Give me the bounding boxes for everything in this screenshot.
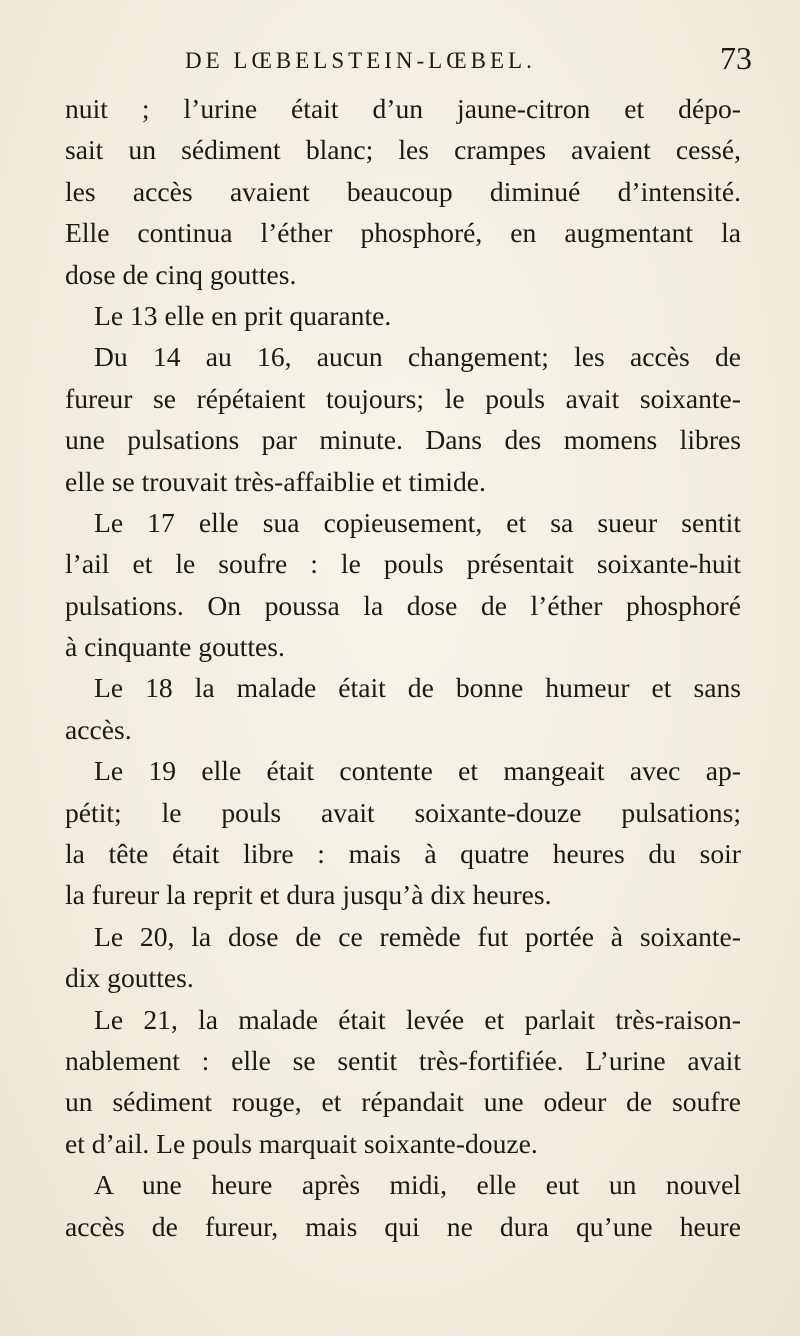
- body-text: [65, 88, 741, 1247]
- text-line: pulsations. On poussa la dose de l’éther phosphoré: [65, 589, 741, 621]
- text-line: fureur se répétaient toujours; le pouls avait soixante-: [65, 382, 741, 414]
- text-line: accès de fureur, mais qui ne dura qu’une heure: [65, 1210, 741, 1242]
- text-line: accès.: [65, 713, 132, 745]
- text-line: l’ail et le soufre : le pouls présentait soixante-huit: [65, 548, 741, 580]
- text-line: et d’ail. Le pouls marquait soixante-douze.: [65, 1127, 538, 1159]
- text-line: Le 20, la dose de ce remède fut portée à soixante-: [94, 920, 741, 952]
- text-line: la fureur la reprit et dura jusqu’à dix heures.: [65, 879, 552, 911]
- text-line: Le 19 elle était contente et mangeait avec ap-: [94, 755, 741, 787]
- text-line: dose de cinq gouttes.: [65, 258, 297, 290]
- text-line: Elle continua l’éther phosphoré, en augmentant la: [65, 217, 741, 249]
- text-line: elle se trouvait très-affaiblie et timide.: [65, 465, 486, 497]
- text-line: A une heure après midi, elle eut un nouvel: [94, 1169, 741, 1201]
- running-header: DE LŒBELSTEIN-LŒBEL.: [185, 48, 536, 73]
- text-line: une pulsations par minute. Dans des momens libres: [65, 424, 741, 456]
- text-line: Du 14 au 16, aucun changement; les accès de: [94, 341, 741, 373]
- text-line: un sédiment rouge, et répandait une odeur de soufre: [65, 1086, 741, 1118]
- page-number: 73: [720, 40, 752, 76]
- text-line: pétit; le pouls avait soixante-douze pulsations;: [65, 796, 741, 828]
- text-line: les accès avaient beaucoup diminué d’intensité.: [65, 175, 741, 207]
- text-line: Le 17 elle sua copieusement, et sa sueur sentit: [94, 506, 741, 538]
- text-line: dix gouttes.: [65, 962, 194, 994]
- text-line: Le 18 la malade était de bonne humeur et sans: [94, 672, 741, 704]
- text-line: la tête était libre : mais à quatre heures du soir: [65, 838, 741, 870]
- text-line: nablement : elle se sentit très-fortifiée. L’urine avait: [65, 1044, 741, 1076]
- text-line: à cinquante gouttes.: [65, 631, 285, 663]
- text-line: Le 21, la malade était levée et parlait très-raison-: [94, 1003, 741, 1035]
- text-line: Le 13 elle en prit quarante.: [94, 299, 392, 331]
- text-line: sait un sédiment blanc; les crampes avaient cessé,: [65, 134, 741, 166]
- text-line: nuit ; l’urine était d’un jaune-citron et dépo-: [65, 93, 741, 124]
